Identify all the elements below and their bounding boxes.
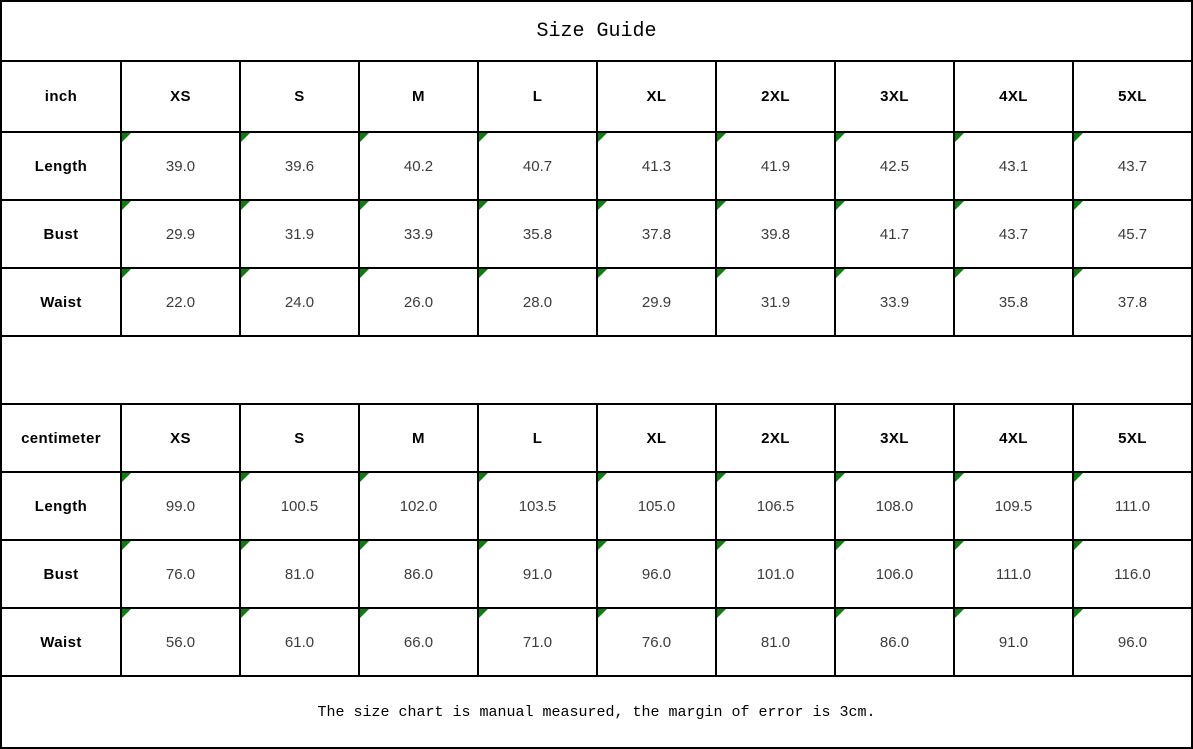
measurement-cell	[359, 472, 478, 540]
measurement-cell	[121, 540, 240, 608]
row-label-cell: Bust	[1, 200, 121, 268]
measurement-value: 81.0	[760, 633, 791, 651]
corner-marker-icon	[241, 473, 250, 482]
size-header-cell: 3XL	[835, 61, 954, 132]
corner-marker-icon	[479, 269, 488, 278]
measurement-cell	[121, 200, 240, 268]
measurement-value: 76.0	[641, 633, 672, 651]
corner-marker-icon	[836, 541, 845, 550]
size-header-cell: M	[359, 61, 478, 132]
corner-marker-icon	[955, 609, 964, 618]
measurement-value: 43.7	[998, 225, 1029, 243]
corner-marker-icon	[479, 473, 488, 482]
measurement-cell	[597, 268, 716, 336]
corner-marker-icon	[955, 473, 964, 482]
measurement-value: 29.9	[165, 225, 196, 243]
measurement-cell	[954, 132, 1073, 200]
corner-marker-icon	[122, 133, 131, 142]
corner-marker-icon	[479, 201, 488, 210]
measurement-value: 22.0	[165, 293, 196, 311]
size-header-cell: XS	[121, 404, 240, 472]
size-header-cell: L	[478, 404, 597, 472]
measurement-value: 45.7	[1117, 225, 1148, 243]
measurement-value: 35.8	[998, 293, 1029, 311]
size-header-cell: 4XL	[954, 404, 1073, 472]
centimeter-size-table	[0, 403, 1193, 677]
corner-marker-icon	[955, 133, 964, 142]
measurement-cell	[359, 540, 478, 608]
measurement-cell	[716, 540, 835, 608]
measurement-cell	[478, 608, 597, 676]
measurement-value: 42.5	[879, 157, 910, 175]
measurement-value: 108.0	[875, 497, 914, 515]
corner-marker-icon	[360, 201, 369, 210]
size-header-cell: XL	[597, 404, 716, 472]
inch-size-table	[0, 60, 1193, 337]
measurement-value: 111.0	[1114, 497, 1151, 515]
measurement-cell	[240, 472, 359, 540]
size-header-row	[1, 61, 1192, 132]
measurement-row	[1, 540, 1192, 608]
row-label-cell: Length	[1, 132, 121, 200]
corner-marker-icon	[241, 541, 250, 550]
measurement-cell	[121, 268, 240, 336]
measurement-cell	[954, 608, 1073, 676]
corner-marker-icon	[598, 541, 607, 550]
measurement-value: 31.9	[760, 293, 791, 311]
measurement-cell	[597, 472, 716, 540]
measurement-cell	[954, 268, 1073, 336]
corner-marker-icon	[717, 541, 726, 550]
corner-marker-icon	[836, 201, 845, 210]
measurement-value: 39.6	[284, 157, 315, 175]
measurement-value: 103.5	[518, 497, 557, 515]
measurement-cell	[478, 132, 597, 200]
measurement-value: 37.8	[641, 225, 672, 243]
corner-marker-icon	[360, 269, 369, 278]
title-row	[0, 0, 1193, 62]
measurement-cell	[716, 200, 835, 268]
measurement-cell	[1073, 268, 1192, 336]
size-header-cell: S	[240, 61, 359, 132]
corner-marker-icon	[717, 133, 726, 142]
measurement-value: 39.0	[165, 157, 196, 175]
measurement-cell	[716, 132, 835, 200]
measurement-cell	[359, 200, 478, 268]
measurement-cell	[121, 132, 240, 200]
corner-marker-icon	[241, 609, 250, 618]
measurement-value: 61.0	[284, 633, 315, 651]
measurement-cell	[716, 608, 835, 676]
measurement-cell	[240, 268, 359, 336]
measurement-cell	[597, 132, 716, 200]
corner-marker-icon	[241, 133, 250, 142]
measurement-cell	[1073, 472, 1192, 540]
measurement-cell	[954, 200, 1073, 268]
measurement-value: 106.5	[756, 497, 795, 515]
size-header-cell: XS	[121, 61, 240, 132]
measurement-cell	[240, 132, 359, 200]
corner-marker-icon	[360, 541, 369, 550]
unit-header-cell: inch	[1, 61, 121, 132]
measurement-value: 24.0	[284, 293, 315, 311]
corner-marker-icon	[122, 609, 131, 618]
measurement-cell	[1073, 608, 1192, 676]
corner-marker-icon	[717, 201, 726, 210]
measurement-value: 41.7	[879, 225, 910, 243]
row-label-cell: Length	[1, 472, 121, 540]
corner-marker-icon	[1074, 133, 1083, 142]
measurement-value: 56.0	[165, 633, 196, 651]
measurement-value: 40.2	[403, 157, 434, 175]
corner-marker-icon	[598, 133, 607, 142]
size-header-cell: 5XL	[1073, 61, 1192, 132]
measurement-row	[1, 200, 1192, 268]
measurement-value: 81.0	[284, 565, 315, 583]
measurement-value: 106.0	[875, 565, 914, 583]
corner-marker-icon	[717, 269, 726, 278]
corner-marker-icon	[1074, 541, 1083, 550]
corner-marker-icon	[836, 133, 845, 142]
measurement-value: 116.0	[1114, 565, 1151, 583]
corner-marker-icon	[479, 609, 488, 618]
measurement-value: 76.0	[165, 565, 196, 583]
corner-marker-icon	[479, 133, 488, 142]
measurement-value: 86.0	[403, 565, 434, 583]
corner-marker-icon	[479, 541, 488, 550]
measurement-cell	[716, 472, 835, 540]
measurement-cell	[835, 540, 954, 608]
measurement-value: 43.7	[1117, 157, 1148, 175]
measurement-value: 39.8	[760, 225, 791, 243]
measurement-value: 102.0	[399, 497, 438, 515]
measurement-value: 29.9	[641, 293, 672, 311]
corner-marker-icon	[836, 473, 845, 482]
size-header-cell: L	[478, 61, 597, 132]
measurement-value: 101.0	[756, 565, 795, 583]
measurement-value: 111.0	[995, 565, 1032, 583]
measurement-row	[1, 268, 1192, 336]
measurement-value: 40.7	[522, 157, 553, 175]
corner-marker-icon	[360, 473, 369, 482]
corner-marker-icon	[598, 473, 607, 482]
measurement-cell	[597, 608, 716, 676]
measurement-value: 33.9	[879, 293, 910, 311]
row-label-cell: Waist	[1, 608, 121, 676]
measurement-cell	[240, 540, 359, 608]
measurement-value: 91.0	[522, 565, 553, 583]
measurement-cell	[597, 540, 716, 608]
corner-marker-icon	[598, 201, 607, 210]
measurement-cell	[835, 472, 954, 540]
corner-marker-icon	[598, 609, 607, 618]
corner-marker-icon	[122, 541, 131, 550]
corner-marker-icon	[717, 609, 726, 618]
size-header-row	[1, 404, 1192, 472]
measurement-value: 109.5	[994, 497, 1033, 515]
row-label-cell: Waist	[1, 268, 121, 336]
measurement-value: 41.3	[641, 157, 672, 175]
measurement-cell	[835, 268, 954, 336]
measurement-cell	[954, 472, 1073, 540]
corner-marker-icon	[717, 473, 726, 482]
page-title: Size Guide	[536, 19, 657, 43]
measurement-value: 96.0	[641, 565, 672, 583]
measurement-row	[1, 472, 1192, 540]
measurement-value: 41.9	[760, 157, 791, 175]
size-header-cell: 5XL	[1073, 404, 1192, 472]
corner-marker-icon	[241, 269, 250, 278]
measurement-cell	[478, 472, 597, 540]
measurement-cell	[240, 608, 359, 676]
corner-marker-icon	[1074, 269, 1083, 278]
corner-marker-icon	[360, 609, 369, 618]
corner-marker-icon	[1074, 201, 1083, 210]
size-header-cell: XL	[597, 61, 716, 132]
measurement-cell	[359, 268, 478, 336]
measurement-cell	[1073, 540, 1192, 608]
corner-marker-icon	[836, 269, 845, 278]
measurement-value: 66.0	[403, 633, 434, 651]
corner-marker-icon	[598, 269, 607, 278]
measurement-value: 31.9	[284, 225, 315, 243]
measurement-cell	[1073, 132, 1192, 200]
measurement-value: 99.0	[165, 497, 196, 515]
corner-marker-icon	[1074, 609, 1083, 618]
measurement-value: 91.0	[998, 633, 1029, 651]
measurement-cell	[478, 540, 597, 608]
measurement-cell	[359, 608, 478, 676]
corner-marker-icon	[1074, 473, 1083, 482]
measurement-value: 96.0	[1117, 633, 1148, 651]
measurement-value: 100.5	[280, 497, 319, 515]
measurement-value: 35.8	[522, 225, 553, 243]
footer-note-text: The size chart is manual measured, the margin of error is 3cm.	[317, 703, 876, 721]
measurement-value: 37.8	[1117, 293, 1148, 311]
measurement-row	[1, 132, 1192, 200]
spacer-row	[0, 337, 1193, 405]
footer-note-row	[0, 677, 1193, 749]
size-header-cell: S	[240, 404, 359, 472]
size-header-cell: 4XL	[954, 61, 1073, 132]
corner-marker-icon	[360, 133, 369, 142]
measurement-cell	[954, 540, 1073, 608]
measurement-cell	[835, 608, 954, 676]
corner-marker-icon	[122, 473, 131, 482]
measurement-cell	[597, 200, 716, 268]
corner-marker-icon	[122, 201, 131, 210]
measurement-cell	[478, 268, 597, 336]
measurement-value: 33.9	[403, 225, 434, 243]
measurement-value: 28.0	[522, 293, 553, 311]
measurement-cell	[835, 132, 954, 200]
corner-marker-icon	[241, 201, 250, 210]
corner-marker-icon	[955, 269, 964, 278]
measurement-cell	[240, 200, 359, 268]
measurement-value: 26.0	[403, 293, 434, 311]
measurement-value: 43.1	[998, 157, 1029, 175]
measurement-cell	[478, 200, 597, 268]
size-header-cell: 3XL	[835, 404, 954, 472]
measurement-cell	[359, 132, 478, 200]
measurement-cell	[1073, 200, 1192, 268]
measurement-cell	[121, 472, 240, 540]
corner-marker-icon	[955, 541, 964, 550]
measurement-value: 71.0	[522, 633, 553, 651]
size-header-cell: 2XL	[716, 61, 835, 132]
row-label-cell: Bust	[1, 540, 121, 608]
measurement-value: 105.0	[637, 497, 676, 515]
measurement-cell	[716, 268, 835, 336]
measurement-row	[1, 608, 1192, 676]
measurement-cell	[835, 200, 954, 268]
corner-marker-icon	[836, 609, 845, 618]
measurement-value: 86.0	[879, 633, 910, 651]
corner-marker-icon	[122, 269, 131, 278]
corner-marker-icon	[955, 201, 964, 210]
measurement-cell	[121, 608, 240, 676]
unit-header-cell: centimeter	[1, 404, 121, 472]
size-header-cell: M	[359, 404, 478, 472]
size-header-cell: 2XL	[716, 404, 835, 472]
